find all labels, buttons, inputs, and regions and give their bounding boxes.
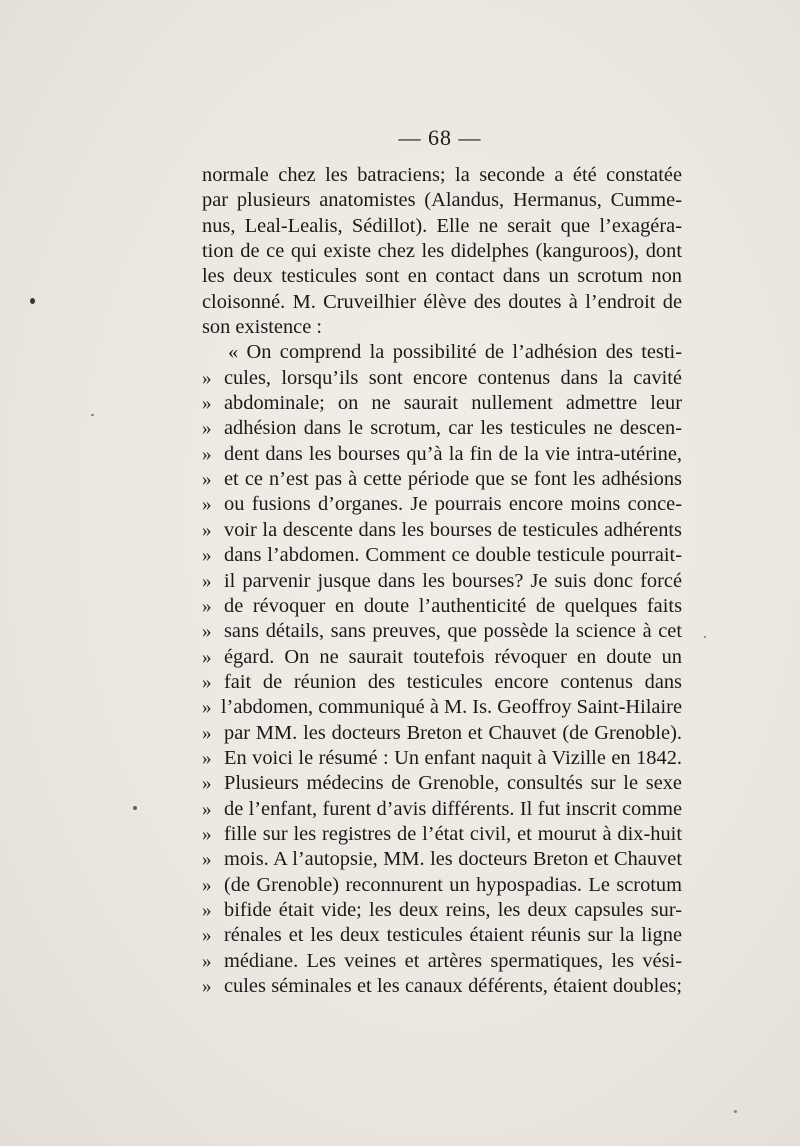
guillemet-mark: » [202,849,212,871]
quote-line-text: cules, lorsqu’ils sont encore contenus dans la cavité [224,366,682,389]
quote-line [202,594,682,619]
quotation [202,366,682,1000]
quote-line [202,416,682,441]
guillemet-mark: » [202,925,212,947]
paper-speck [91,414,94,416]
guillemet-mark: » [202,494,212,516]
guillemet-mark: » [202,595,212,617]
text-line: par plusieurs anatomistes (Alandus, Hermanus, Cumme- [202,189,682,212]
quote-line [202,442,682,467]
text-line: cloisonné. M. Cruveilhier élève des doutes à l’endroit de [202,290,682,313]
guillemet-mark: » [202,874,212,896]
text-line: son existence : [202,316,323,339]
page-number: — 68 — [398,125,482,150]
guillemet-mark: » [202,519,212,541]
quote-line-text: bifide était vide; les deux reins, les deux capsules sur- [224,898,682,921]
guillemet-mark: » [202,899,212,921]
quote-line [202,670,682,695]
quote-line [202,695,682,720]
quote-line-text: mois. A l’autopsie, MM. les docteurs Breton et Chauvet [224,848,682,871]
guillemet-mark: » [202,798,212,820]
paper-speck [704,636,706,638]
quote-line-text: de révoquer en doute l’authenticité de quelques faits [224,594,682,617]
quote-line [202,822,682,847]
quote-line-text: adhésion dans le scrotum, car les testicules ne descen- [224,417,682,440]
quote-line-text: sans détails, sans preuves, que possède la science à cet [224,620,682,643]
text-line: nus, Leal-Lealis, Sédillot). Elle ne serait que l’exagéra- [202,214,682,237]
quote-line [202,619,682,644]
quote-opening-line: « On comprend la possibilité de l’adhésion des testi- [228,341,682,364]
quote-line-text: abdominale; on ne saurait nullement admettre leur [224,392,682,415]
quote-line [202,873,682,898]
quote-line [202,492,682,517]
quote-line-text: égard. On ne saurait toutefois révoquer en doute un [224,645,682,668]
paper-speck [734,1110,737,1113]
quote-line [202,721,682,746]
guillemet-mark: » [202,722,212,744]
quote-line-text: et ce n’est pas à cette période que se font les adhésions [224,468,682,491]
guillemet-mark: » [202,469,212,491]
text-line: les deux testicules sont en contact dans un scrotum non [202,265,682,288]
quote-line [202,746,682,771]
quote-line [202,645,682,670]
guillemet-mark: » [202,773,212,795]
guillemet-mark: » [202,393,212,415]
paper-speck [133,806,137,810]
quote-line [202,847,682,872]
quote-line [202,974,682,999]
quote-line [202,923,682,948]
quote-line [202,366,682,391]
quote-line-text: l’abdomen, communiqué à M. Is. Geoffroy Saint-Hilaire [220,696,682,719]
quote-line-text: fait de réunion des testicules encore contenus dans [224,670,682,693]
quote-line [202,898,682,923]
guillemet-mark: » [202,646,212,668]
text-line: tion de ce qui existe chez les didelphes (kanguroos), dont [202,240,682,263]
quote-line-text: cules séminales et les canaux déférents, étaient doubles; [224,975,682,997]
guillemet-mark: » [202,823,212,845]
guillemet-mark: » [202,697,212,719]
guillemet-mark: » [202,621,212,643]
guillemet-mark: » [202,367,212,389]
quote-line-text: médiane. Les veines et artères spermatiques, les vési- [224,949,682,972]
quote-line-text: dans l’abdomen. Comment ce double testicule pourrait- [224,544,682,567]
quote-line [202,797,682,822]
guillemet-mark: » [202,443,212,465]
guillemet-mark: » [202,976,212,997]
quote-line-text: Plusieurs médecins de Grenoble, consultés sur le sexe [224,772,682,795]
quote-line [202,543,682,568]
quote-line-text: de l’enfant, furent d’avis différents. Il fut inscrit comme [224,797,682,820]
quote-line [202,771,682,796]
quote-line [202,391,682,416]
quote-line [202,518,682,543]
quote-line-text: En voici le résumé : Un enfant naquit à Vizille en 1842. [224,746,682,769]
quote-line-text: fille sur les registres de l’état civil, et mourut à dix-huit [224,822,682,845]
quote-line-text: par MM. les docteurs Breton et Chauvet (de Grenoble). [224,721,682,744]
quote-line-text: il parvenir jusque dans les bourses? Je suis donc forcé [224,569,682,592]
quote-line-text: voir la descente dans les bourses de testicules adhérents [224,518,682,541]
guillemet-mark: » [202,950,212,972]
guillemet-mark: » [202,671,212,693]
quote-line [202,467,682,492]
quote-line-text: ou fusions d’organes. Je pourrais encore moins conce- [224,493,682,516]
text-line: normale chez les batraciens; la seconde a été constatée [202,164,682,186]
quote-line [202,569,682,594]
quote-line-text: rénales et les deux testicules étaient réunis sur la ligne [224,924,682,947]
quote-line-text: (de Grenoble) reconnurent un hypospadias. Le scrotum [224,873,682,896]
quote-line-text: dent dans les bourses qu’à la fin de la vie intra-utérine, [224,442,682,465]
body-text [202,163,682,999]
paper-speck [30,298,35,304]
guillemet-mark: » [202,545,212,567]
guillemet-mark: » [202,570,212,592]
guillemet-mark: » [202,747,212,769]
guillemet-mark: » [202,418,212,440]
quote-line [202,949,682,974]
